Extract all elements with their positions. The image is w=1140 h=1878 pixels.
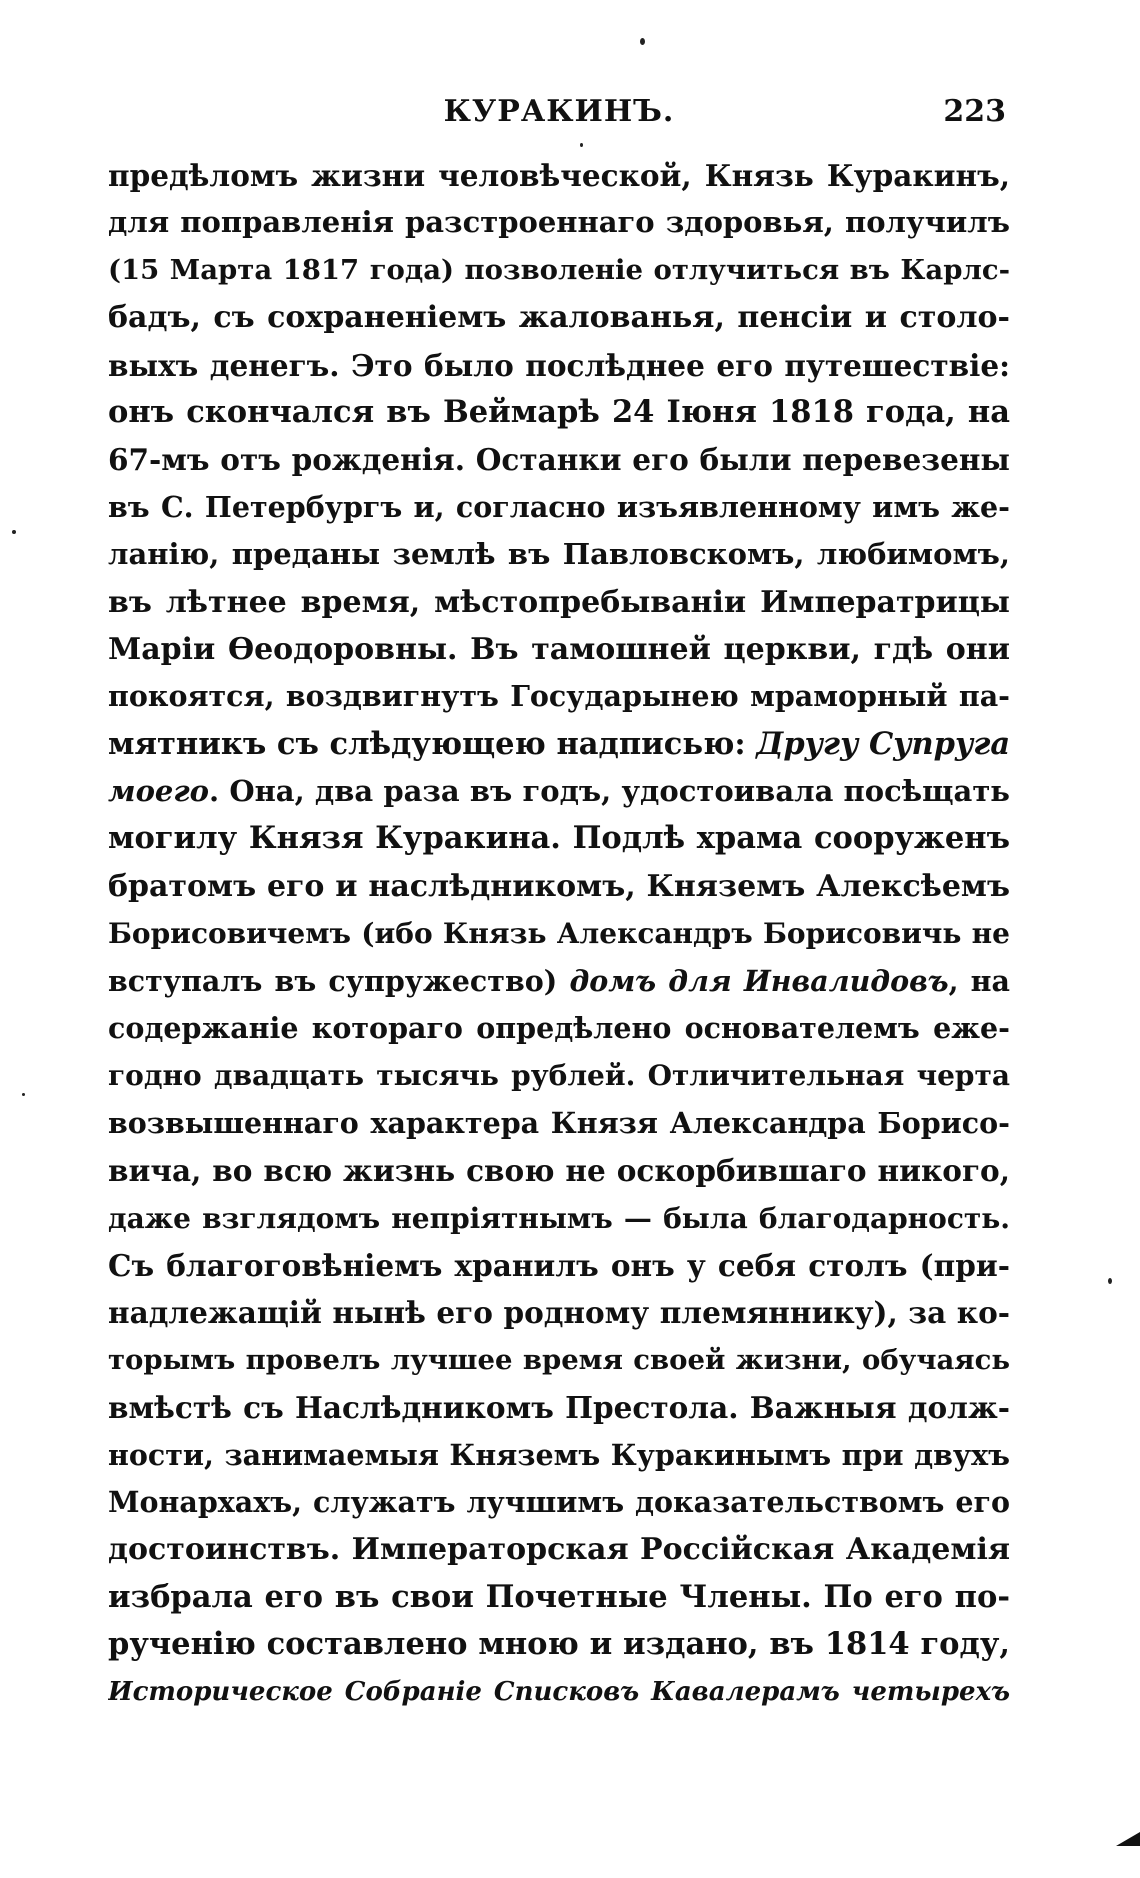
text-segment: надлежащій нынѣ его родному племяннику), за ко- <box>108 1295 1010 1331</box>
text-segment: достоинствъ. Императорская Россійская Академія <box>108 1532 1010 1568</box>
text-segment: ности, занимаемыя Княземъ Куракинымъ при двухъ <box>108 1437 1010 1472</box>
text-segment: ланію, преданы землѣ въ Павловскомъ, любимомъ, <box>108 537 1010 572</box>
text-segment: мятникъ съ слѣдующею надписью: <box>108 725 757 762</box>
text-line <box>108 1052 1010 1099</box>
italic-text-segment: моего <box>108 774 210 809</box>
text-segment: выхъ денегъ. Это было послѣднее его путешествіе: <box>108 347 1010 383</box>
text-line <box>108 1479 1010 1526</box>
text-line <box>108 1289 1010 1336</box>
text-segment: покоятся, воздвигнутъ Государынею мраморный па- <box>108 679 1010 714</box>
text-line <box>108 1526 1010 1573</box>
text-segment: предѣломъ жизни человѣческой, Князь Куракинъ, <box>108 158 1010 193</box>
page-number: 223 <box>943 94 1006 129</box>
text-line <box>108 768 1010 815</box>
scan-speck <box>22 1093 25 1096</box>
text-segment: могилу Князя Куракина. Подлѣ храма сооруженъ <box>108 820 1010 857</box>
text-line <box>108 863 1010 910</box>
body-text <box>108 152 1010 1716</box>
text-segment: Монархахъ, служатъ лучшимъ доказательствомъ его <box>108 1484 1010 1519</box>
text-line <box>108 1621 1010 1668</box>
running-head: КУРАКИНЪ. <box>443 94 675 129</box>
text-segment: для поправленія разстроеннаго здоровья, получилъ <box>108 205 1010 240</box>
text-segment: избрала его въ свои Почетные Члены. По его по- <box>108 1578 1010 1615</box>
italic-text-segment: домъ для Инвалидовъ <box>569 963 949 998</box>
text-line <box>108 247 1010 294</box>
italic-text-segment: Историческое Собраніе Списковъ Кавалерамъ четырехъ <box>108 1676 1010 1707</box>
text-segment: Съ благоговѣніемъ хранилъ онъ у себя столъ (при- <box>108 1247 1010 1283</box>
text-line <box>108 1574 1010 1621</box>
text-segment: Маріи Ѳеодоровны. Въ тамошней церкви, гдѣ они <box>108 631 1010 667</box>
text-segment: въ С. Петербургъ и, согласно изъявленному имъ же- <box>108 489 1010 524</box>
scan-speck <box>12 530 16 534</box>
text-segment: Борисовичемъ (ибо Князь Александръ Борисовичь не <box>108 917 1010 951</box>
scan-speck <box>580 143 583 147</box>
text-line <box>108 484 1010 531</box>
text-segment: . Она, два раза въ годъ, удостоивала посѣщать <box>209 774 1010 809</box>
text-segment: , на <box>948 963 1010 998</box>
text-line <box>108 958 1010 1005</box>
text-line <box>108 626 1010 673</box>
text-segment: возвышеннаго характера Князя Александра Борисо- <box>108 1105 1010 1140</box>
text-segment: вича, во всю жизнь свою не оскорбившаго никого, <box>108 1153 1010 1189</box>
scan-corner-mark <box>1116 1832 1140 1846</box>
text-line <box>108 199 1010 246</box>
page-header <box>108 88 1010 138</box>
text-line <box>108 815 1010 862</box>
text-line <box>108 1432 1010 1479</box>
text-line <box>108 673 1010 720</box>
text-line <box>108 1669 1010 1716</box>
text-segment: даже взглядомъ непріятнымъ — была благодарность. <box>108 1201 1010 1235</box>
text-line <box>108 579 1010 626</box>
text-segment: годно двадцать тысячь рублей. Отличительная черта <box>108 1059 1010 1093</box>
text-segment: рученію составлено мною и издано, въ 1814 году, <box>108 1626 1010 1663</box>
text-line <box>108 152 1010 199</box>
text-line <box>108 910 1010 957</box>
text-segment: торымъ провелъ лучшее время своей жизни, обучаясь <box>108 1343 1010 1376</box>
text-line <box>108 342 1010 389</box>
text-segment: вступалъ въ супружество) <box>108 963 570 998</box>
text-line <box>108 1147 1010 1194</box>
text-line <box>108 436 1010 483</box>
text-line <box>108 1195 1010 1242</box>
text-line <box>108 389 1010 436</box>
text-line <box>108 1100 1010 1147</box>
scan-speck <box>1108 1278 1112 1284</box>
text-line <box>108 294 1010 341</box>
text-line <box>108 1242 1010 1289</box>
text-line <box>108 531 1010 578</box>
text-line <box>108 1337 1010 1384</box>
text-segment: бадъ, съ сохраненіемъ жалованья, пенсіи и столо- <box>108 300 1010 336</box>
text-segment: въ лѣтнее время, мѣстопребываніи Императрицы <box>108 584 1010 620</box>
text-segment: вмѣстѣ съ Наслѣдникомъ Престола. Важныя долж- <box>108 1390 1010 1426</box>
text-line <box>108 721 1010 768</box>
text-segment: онъ скончался въ Веймарѣ 24 Іюня 1818 года, на <box>108 393 1010 430</box>
text-line <box>108 1005 1010 1052</box>
text-segment: (15 Марта 1817 года) позволеніе отлучиться въ Карлс- <box>108 253 1010 286</box>
text-segment: содержаніе котораго опредѣлено основателемъ еже- <box>108 1011 1010 1046</box>
text-segment: 67-мъ отъ рожденія. Останки его были перевезены <box>108 442 1010 478</box>
text-line <box>108 1384 1010 1431</box>
scan-speck <box>640 38 645 45</box>
text-segment: братомъ его и наслѣдникомъ, Княземъ Алексѣемъ <box>108 868 1010 904</box>
italic-text-segment: Другу Супруга <box>756 725 1010 762</box>
